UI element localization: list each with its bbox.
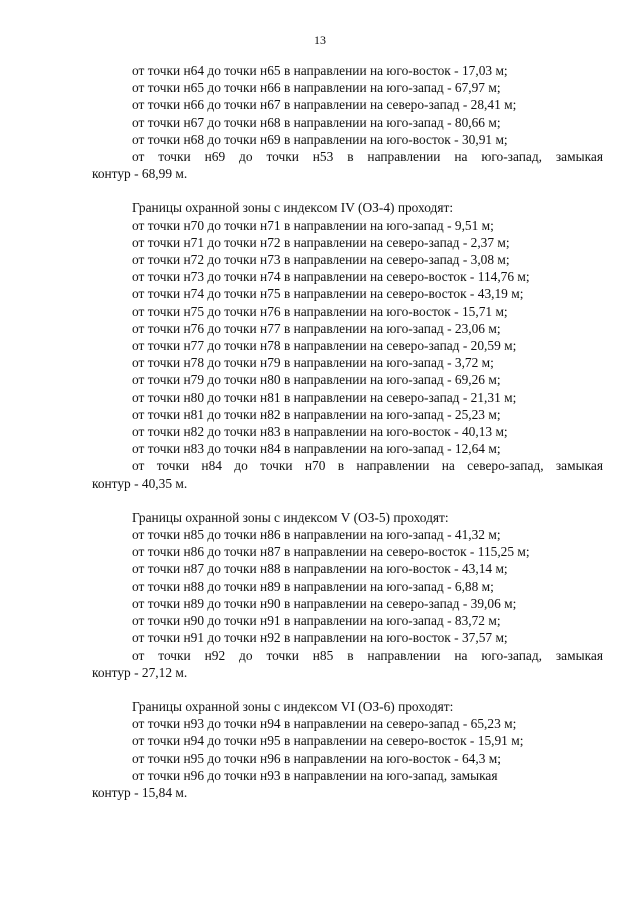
closing-contour-length: контур - 68,99 м. <box>92 166 188 182</box>
section-oz3-continuation <box>92 62 603 182</box>
boundary-line: от точки н85 до точки н86 в направлении на юго-запад - 41,32 м; <box>132 527 501 543</box>
boundary-line: от точки н71 до точки н72 в направлении на северо-запад - 2,37 м; <box>132 234 510 250</box>
boundary-line: от точки н67 до точки н68 в направлении на юго-запад - 80,66 м; <box>132 114 501 130</box>
boundary-line: от точки н66 до точки н67 в направлении на северо-запад - 28,41 м; <box>132 97 517 113</box>
boundary-line: от точки н79 до точки н80 в направлении на юго-запад - 69,26 м; <box>132 372 501 388</box>
section-oz6 <box>92 698 603 801</box>
section-heading: Границы охранной зоны с индексом V (ОЗ-5) проходят: <box>132 509 449 525</box>
closing-contour-length: контур - 40,35 м. <box>92 475 188 491</box>
boundary-line: от точки н81 до точки н82 в направлении на юго-запад - 25,23 м; <box>132 406 501 422</box>
boundary-line: от точки н73 до точки н74 в направлении на северо-восток - 114,76 м; <box>132 269 530 285</box>
boundary-line: от точки н80 до точки н81 в направлении на северо-запад - 21,31 м; <box>132 389 517 405</box>
closing-contour-length: контур - 15,84 м. <box>92 784 188 800</box>
boundary-line: от точки н68 до точки н69 в направлении на юго-восток - 30,91 м; <box>132 131 508 147</box>
boundary-line: от точки н75 до точки н76 в направлении на юго-восток - 15,71 м; <box>132 303 508 319</box>
boundary-line: от точки н95 до точки н96 в направлении на юго-восток - 64,3 м; <box>132 750 501 766</box>
boundary-line: от точки н83 до точки н84 в направлении на юго-запад - 12,64 м; <box>132 441 501 457</box>
boundary-line: от точки н86 до точки н87 в направлении на северо-восток - 115,25 м; <box>132 544 530 560</box>
boundary-line: от точки н87 до точки н88 в направлении на юго-восток - 43,14 м; <box>132 561 508 577</box>
closing-boundary-line: от точки н92 до точки н85 в направлении на юго-запад, замыкая <box>132 647 603 663</box>
boundary-line: от точки н78 до точки н79 в направлении на юго-запад - 3,72 м; <box>132 355 494 371</box>
section-heading: Границы охранной зоны с индексом IV (ОЗ-4) проходят: <box>132 200 454 216</box>
boundary-line: от точки н65 до точки н66 в направлении на юго-запад - 67,97 м; <box>132 80 501 96</box>
boundary-line: от точки н91 до точки н92 в направлении на юго-восток - 37,57 м; <box>132 630 508 646</box>
boundary-line: от точки н90 до точки н91 в направлении на юго-запад - 83,72 м; <box>132 613 501 629</box>
boundary-line: от точки н93 до точки н94 в направлении на северо-запад - 65,23 м; <box>132 716 517 732</box>
closing-boundary-line: от точки н69 до точки н53 в направлении на юго-запад, замыкая <box>132 149 603 165</box>
boundary-line: от точки н82 до точки н83 в направлении на юго-восток - 40,13 м; <box>132 424 508 440</box>
boundary-line: от точки н72 до точки н73 в направлении на северо-запад - 3,08 м; <box>132 252 510 268</box>
boundary-line: от точки н77 до точки н78 в направлении на северо-запад - 20,59 м; <box>132 338 517 354</box>
page-number: 13 <box>314 33 326 47</box>
section-heading: Границы охранной зоны с индексом VI (ОЗ-6) проходят: <box>132 698 454 714</box>
boundary-line: от точки н70 до точки н71 в направлении на юго-запад - 9,51 м; <box>132 217 494 233</box>
boundary-line: от точки н89 до точки н90 в направлении на северо-запад - 39,06 м; <box>132 595 517 611</box>
boundary-line: от точки н88 до точки н89 в направлении на юго-запад - 6,88 м; <box>132 578 494 594</box>
section-oz5 <box>92 509 603 681</box>
boundary-line: от точки н64 до точки н65 в направлении на юго-восток - 17,03 м; <box>132 63 508 78</box>
boundary-line: от точки н94 до точки н95 в направлении на северо-восток - 15,91 м; <box>132 733 524 749</box>
section-oz4 <box>92 199 603 491</box>
boundary-line: от точки н76 до точки н77 в направлении на юго-запад - 23,06 м; <box>132 320 501 336</box>
closing-boundary-line: от точки н96 до точки н93 в направлении на юго-запад, замыкая <box>132 767 498 783</box>
boundary-line: от точки н74 до точки н75 в направлении на северо-восток - 43,19 м; <box>132 286 524 302</box>
closing-contour-length: контур - 27,12 м. <box>92 664 188 680</box>
document-body <box>92 62 603 801</box>
closing-boundary-line: от точки н84 до точки н70 в направлении на северо-запад, замыкая <box>132 458 603 474</box>
